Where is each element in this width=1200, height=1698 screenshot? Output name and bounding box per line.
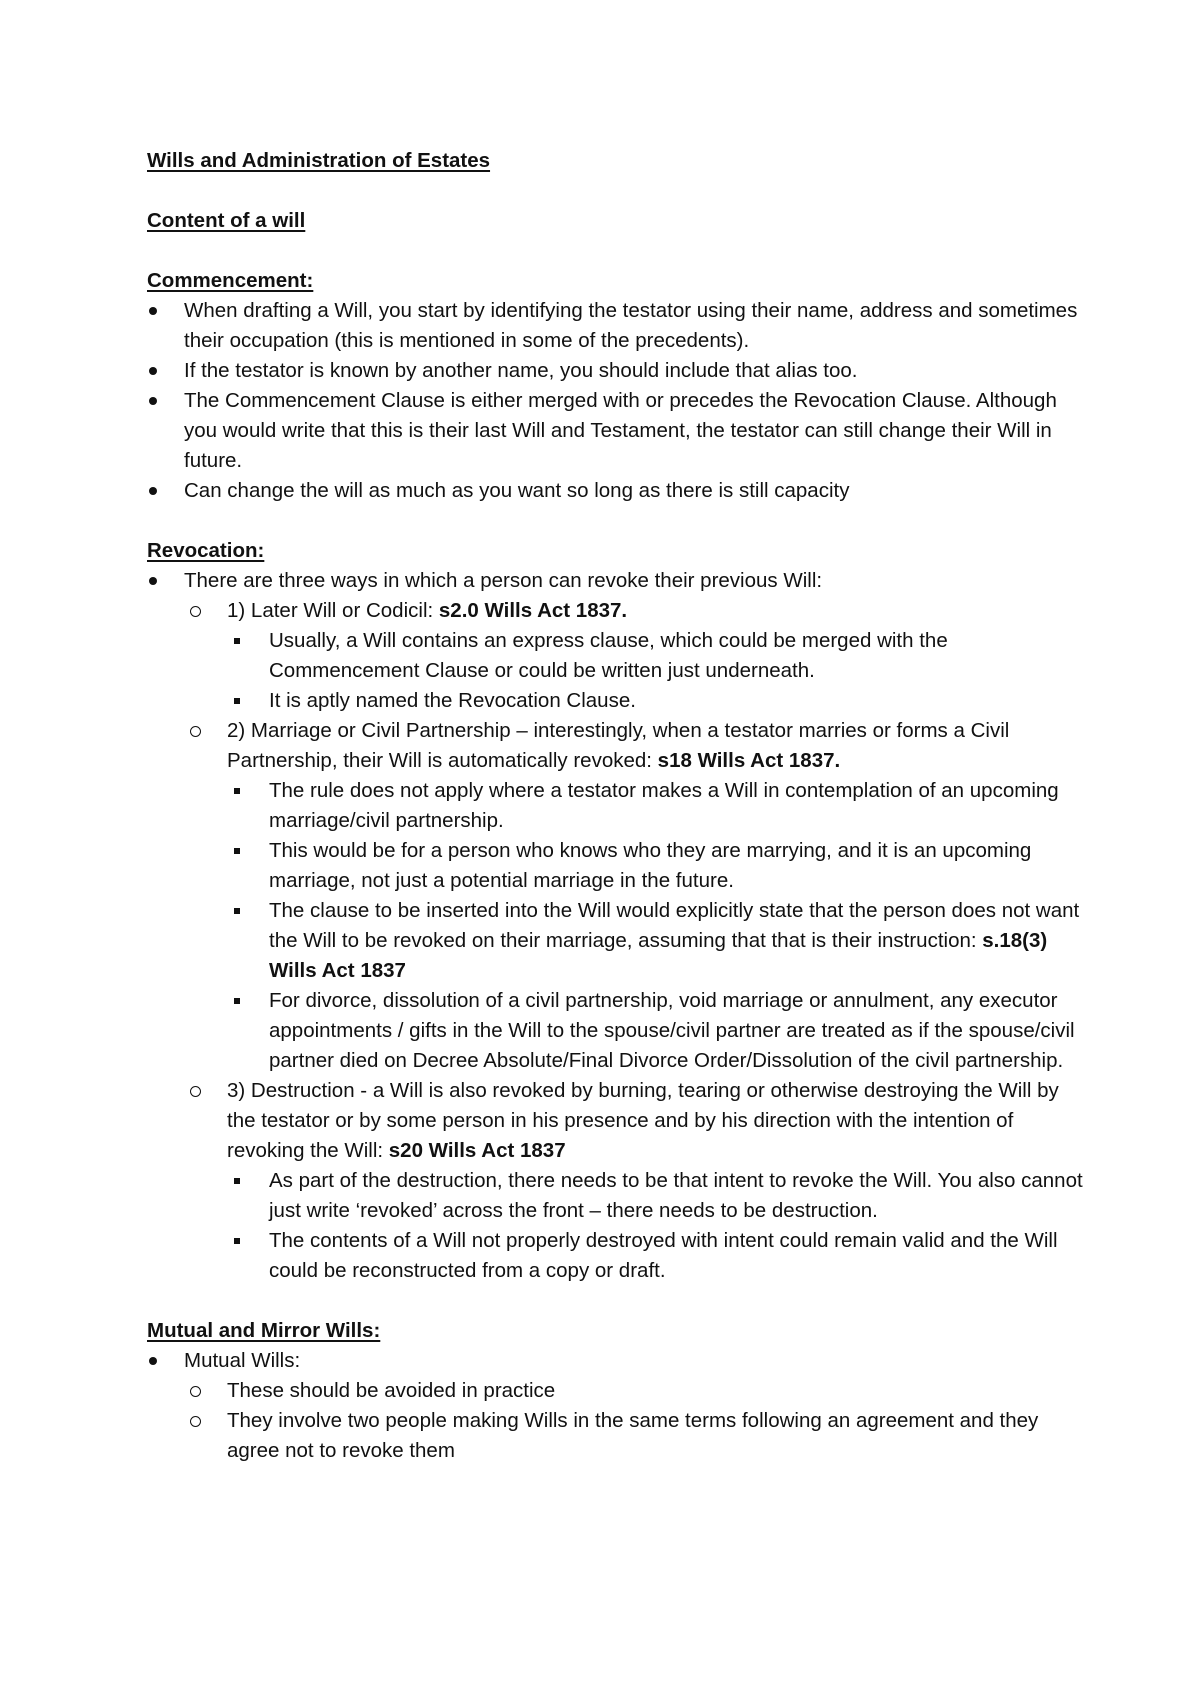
list-item: The clause to be inserted into the Will would explicitly state that the person does not want the Will to be revoked on their marriage, assuming that that is their instruction: s.18(3) Wills Act 1837 — [147, 896, 1087, 986]
list-item: For divorce, dissolution of a civil partnership, void marriage or annulment, any executor appointments / gifts in the Will to the spouse/civil partner are treated as if the spouse/civil partner died on Decree Absolute/Final Divorce Order/Dissolution of the civil partnership. — [147, 986, 1087, 1076]
list-item: If the testator is known by another name, you should include that alias too. — [147, 356, 1087, 386]
statute-reference: s20 Wills Act 1837 — [388, 1139, 566, 1162]
list-item: This would be for a person who knows who they are marrying, and it is an upcoming marriage, not just a potential marriage in the future. — [147, 836, 1087, 896]
statute-reference: s2.0 Wills Act 1837 — [438, 599, 622, 622]
circle-bullet-icon — [190, 726, 201, 737]
list-item: As part of the destruction, there needs to be that intent to revoke the Will. You also cannot just write ‘revoked’ across the front – there needs to be destruction. — [147, 1166, 1087, 1226]
list-item: 1) Later Will or Codicil: s2.0 Wills Act 1837. — [147, 596, 1087, 626]
bullet-icon — [149, 1357, 157, 1365]
square-bullet-icon — [234, 908, 240, 914]
square-bullet-icon — [234, 698, 240, 704]
bullet-icon — [149, 367, 157, 375]
square-bullet-icon — [234, 848, 240, 854]
square-bullet-icon — [234, 1238, 240, 1244]
square-bullet-icon — [234, 638, 240, 644]
list-item: 2) Marriage or Civil Partnership – interestingly, when a testator marries or forms a Civil Partnership, their Will is automatically revoked: s18 Wills Act 1837. — [147, 716, 1087, 776]
list-item: Usually, a Will contains an express clause, which could be merged with the Commencement Clause or could be written just underneath. — [147, 626, 1087, 686]
bullet-icon — [149, 487, 157, 495]
list-item: Mutual Wills: — [147, 1346, 1087, 1376]
circle-bullet-icon — [190, 1386, 201, 1397]
list-item: There are three ways in which a person can revoke their previous Will: — [147, 566, 1087, 596]
circle-bullet-icon — [190, 1416, 201, 1427]
bullet-icon — [149, 577, 157, 585]
circle-bullet-icon — [190, 606, 201, 617]
statute-reference: s18 Wills Act 1837 — [657, 749, 835, 772]
list-item: These should be avoided in practice — [147, 1376, 1087, 1406]
list-item: When drafting a Will, you start by identifying the testator using their name, address and sometimes their occupation (this is mentioned in some of the precedents). — [147, 296, 1087, 356]
statute-reference: s.18(3) Wills Act 1837 — [269, 929, 1048, 982]
square-bullet-icon — [234, 1178, 240, 1184]
list-item: Can change the will as much as you want so long as there is still capacity — [147, 476, 1087, 506]
bullet-icon — [149, 397, 157, 405]
commencement-heading: Commencement: — [147, 269, 314, 292]
document-body — [147, 146, 1087, 1466]
circle-bullet-icon — [190, 1086, 201, 1097]
list-item: They involve two people making Wills in the same terms following an agreement and they agree not to revoke them — [147, 1406, 1087, 1466]
document-subtitle: Content of a will — [147, 209, 306, 232]
bullet-icon — [149, 307, 157, 315]
list-item: The Commencement Clause is either merged with or precedes the Revocation Clause. Although you would write that this is their last Will and Testament, the testator can still change their Will in future. — [147, 386, 1087, 476]
list-item: It is aptly named the Revocation Clause. — [147, 686, 1087, 716]
list-item: The rule does not apply where a testator makes a Will in contemplation of an upcoming marriage/civil partnership. — [147, 776, 1087, 836]
list-item: 3) Destruction - a Will is also revoked by burning, tearing or otherwise destroying the Will by the testator or by some person in his presence and by his direction with the intention of revoking the Will: s20 Wills Act 1837 — [147, 1076, 1087, 1166]
document-title: Wills and Administration of Estates — [147, 149, 491, 172]
square-bullet-icon — [234, 998, 240, 1004]
mutual-mirror-heading: Mutual and Mirror Wills: — [147, 1319, 381, 1342]
square-bullet-icon — [234, 788, 240, 794]
revocation-heading: Revocation: — [147, 539, 265, 562]
list-item: The contents of a Will not properly destroyed with intent could remain valid and the Will could be reconstructed from a copy or draft. — [147, 1226, 1087, 1286]
